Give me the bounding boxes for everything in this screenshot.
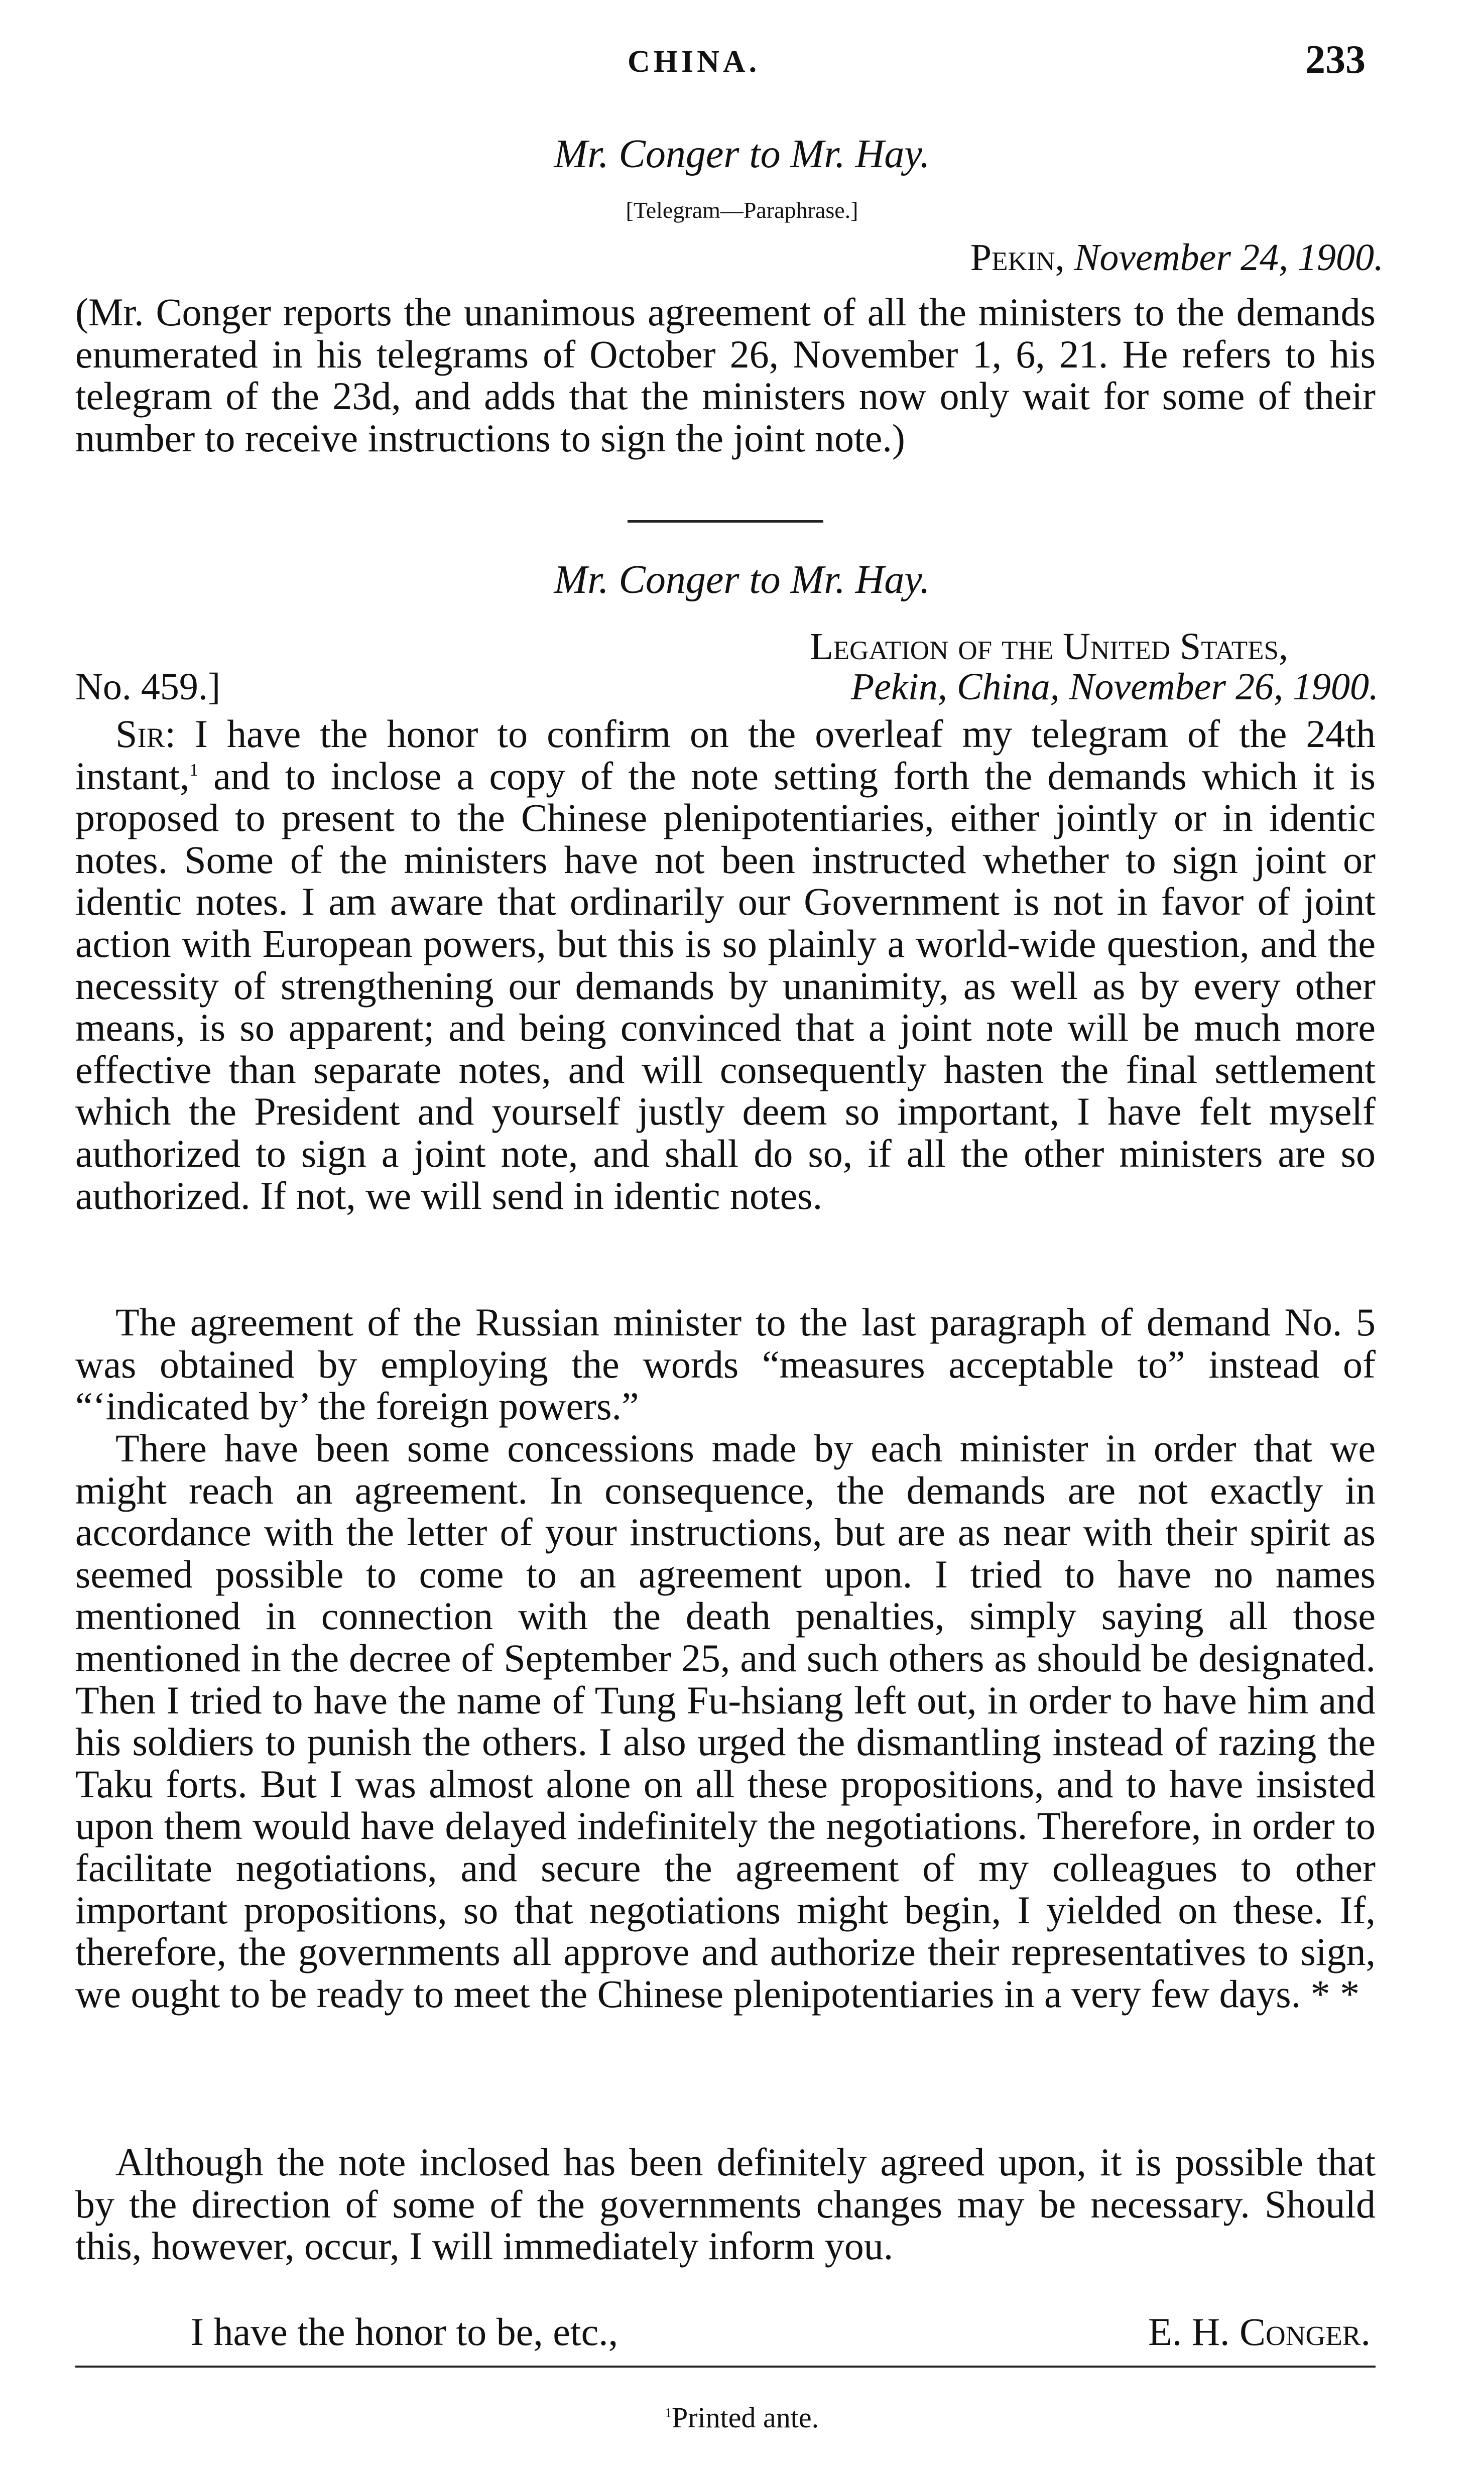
letter2-paragraph-2: The agreement of the Russian minister to the last paragraph of demand No. 5 was obtained by employing the words “measures acceptable to” instead of “‘indicated by’ the foreign powers.” — [75, 1300, 1376, 1428]
signature: E. H. Conger. — [1148, 2310, 1371, 2354]
footnote-reference: 1 — [189, 760, 199, 780]
footnote-marker: 1 — [665, 2405, 672, 2420]
letter1-place-date — [970, 236, 1384, 280]
despatch-number: No. 459.] — [75, 666, 221, 708]
letter1-place: Pekin, — [970, 236, 1065, 279]
footnote-rule — [75, 2366, 1376, 2368]
letter1-date: November 24, 1900. — [1074, 236, 1384, 279]
letter2-paragraph-1 — [75, 713, 1376, 1216]
running-head — [0, 38, 1484, 89]
letter2-paragraph-3: There have been some concessions made by each minister in order that we might reach an agreement. In consequence, the demands are not exactly in accordance with the letter of your instructions, but are as near with their spirit as seemed possible to come to an agreement upon. I tried to have no names mentioned in connection with the death penalties, simply saying all those mentioned in the decree of September 25, and such others as should be designated. Then I tried to have the name of Tung Fu-hsiang left out, in order to have him and his soldiers to punish the others. I also urged the dismantling instead of razing the Taku forts. But I was almost alone on all these propositions, and to have insisted upon them would have delayed indefinitely the negotiations. Therefore, in order to facilitate negotiations, and secure the agreement of my colleagues to other important propositions, so that negotiations might begin, I yielded on these. If, therefore, the governments all approve and authorize their representatives to sign, we ought to be ready to meet the Chinese plenipotentiaries in a very few days. * * — [75, 1426, 1376, 2016]
footnote — [0, 2401, 1484, 2434]
letter1-subheading: [Telegram—Paraphrase.] — [626, 197, 858, 223]
letter2-paragraph-4: Although the note inclosed has been definitely agreed upon, it is possible that by the direction of some of the governments changes may be necessary. Should this, however, occur, I will immediately inform you. — [75, 2140, 1376, 2268]
paragraph-1-text-b: and to inclose a copy of the note setting forth the demands which it is proposed to present to the Chinese plenipotentiaries, either jointly or in identic notes. Some of the ministers have not been instructed whether to sign joint or identic notes. I am aware that ordinarily our Government is not in favor of joint action with European powers, but this is so plainly a world-wide question, and the necessity of strengthening our demands by unanimity, as well as by every other means, is so apparent; and being convinced that a joint note will be much more effective than separate notes, and will consequently hasten the final settlement which the President and yourself justly deem so important, I have felt myself authorized to sign a joint note, and shall do so, if all the other ministers are so authorized. If not, we will send in identic notes. — [75, 754, 1376, 1217]
running-title: CHINA. — [628, 45, 761, 79]
page-number: 233 — [1305, 38, 1366, 82]
paragraph-1-text-a: I have the honor to confirm on the overleaf my telegram of the 24th instant, — [75, 712, 1376, 798]
salutation: Sir: — [115, 712, 176, 756]
letter1-body: (Mr. Conger reports the unanimous agreement of all the ministers to the demands enumerated in his telegrams of October 26, November 1, 6, 21. He refers to his telegram of the 23d, and adds that the ministers now only wait for some of their number to receive instructions to sign the joint note.) — [75, 290, 1376, 460]
section-divider — [628, 520, 823, 523]
legation-line: Legation of the United States, — [810, 626, 1288, 668]
letter2-heading: Mr. Conger to Mr. Hay. — [554, 558, 930, 602]
letter1-heading: Mr. Conger to Mr. Hay. — [554, 132, 930, 176]
closing-line: I have the honor to be, etc., — [191, 2310, 619, 2354]
closing-block — [75, 2309, 1376, 2355]
footnote-text: Printed ante. — [671, 2401, 819, 2434]
letter2-place-date: Pekin, China, November 26, 1900. — [850, 666, 1379, 708]
